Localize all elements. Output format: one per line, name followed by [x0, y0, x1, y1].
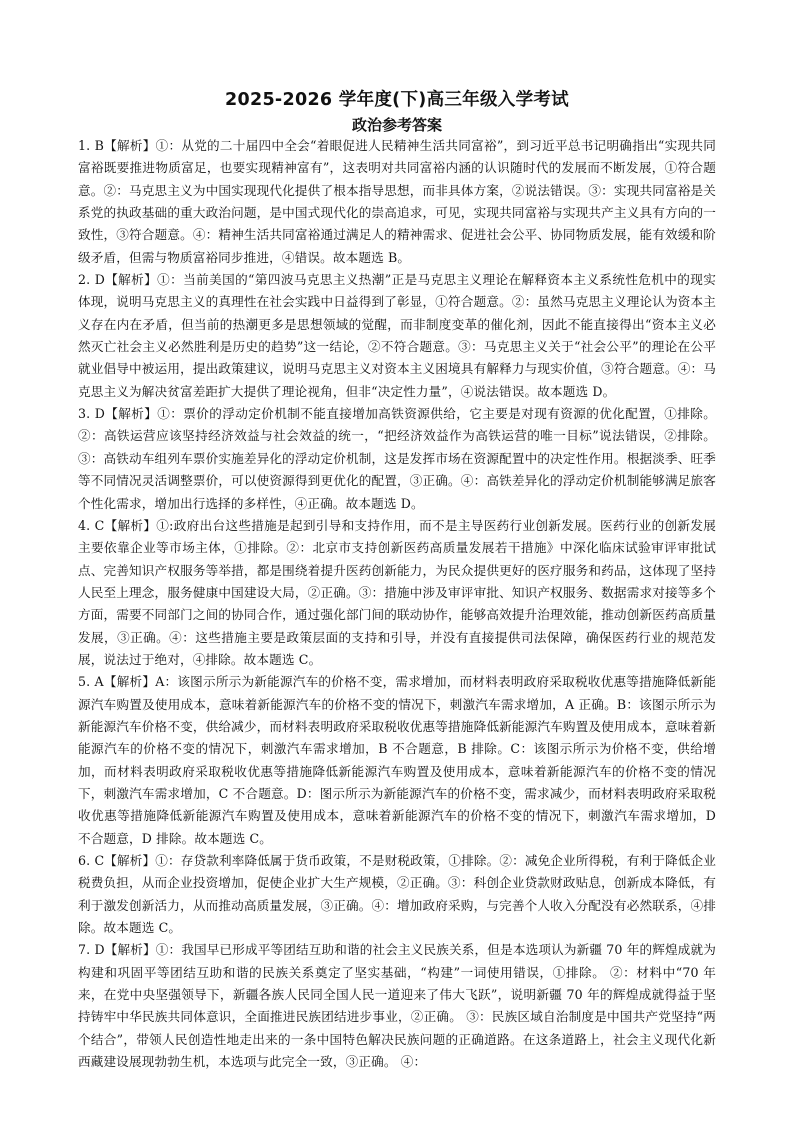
- answer-item-6: [78, 850, 716, 939]
- answer-label: 1. B【解析】: [78, 138, 156, 153]
- answer-text: ①：当前美国的“第四波马克思主义热潮”正是马克思主义理论在解释资本主义系统性危机中的现实体现，说明马克思主义的真理性在社会实践中日益得到了彰显，①符合题意。②：虽然马克思主义理论认为资本主义存在内在矛盾，但当前的热潮更多是思想领域的觉醒，而非制度变革的催化剂，因此不能直接得出“资本主义必然灭亡社会主义必然胜利是历史的趋势”这一结论，②不符合题意。③：马克思主义关于“社会公平”的理论在公平就业倡导中被运用，提出政策建议，说明马克思主义对资本主义困境具有解释力与现实价值，③符合题意。④：马克思主义为解决贫富差距扩大提供了理论视角，但非“决定性力量”，④说法错误。故本题选 D。: [78, 272, 716, 399]
- answer-text: ①：从党的二十届四中全会“着眼促进人民精神生活共同富裕”，到习近平总书记明确指出“实现共同富裕既要推进物质富足，也要实现精神富有”，这表明对共同富裕内涵的认识随时代的发展而不断发展，①符合题意。②：马克思主义为中国实现现代化提供了根本指导思想，而非具体方案，②说法错误。③：实现共同富裕是关系党的执政基础的重大政治问题，是中国式现代化的崇高追求，可见，实现共同富裕与实现共产主义具有方向的一致性，③符合题意。④：精神生活共同富裕通过满足人的精神需求、促进社会公平、协同物质发展，能有效缓和阶级矛盾，但需与物质富裕同步推进，④错误。故本题选 B。: [78, 138, 716, 265]
- answer-label: 4. C【解析】: [78, 517, 157, 533]
- page-subtitle: 政治参考答案: [351, 116, 442, 134]
- answer-list: [78, 135, 716, 1073]
- answer-item-5: [78, 671, 716, 850]
- answer-text: ①：存贷款利率降低属于货币政策，不是财税政策，①排除。②：减免企业所得税，有利于降低企业税费负担，从而企业投资增加，促使企业扩大生产规模，②正确。③：科创企业贷款财政贴息，创新成本降低，有利于激发创新活力，从而推动高质量发展，③正确。④：增加政府采购，与完善个人收入分配没有必然联系，④排除。故本题选 C。: [78, 853, 716, 936]
- answer-text: ①：我国早已形成平等团结互助和谐的社会主义民族关系，但是本选项认为新疆 70 年的辉煌成就为构建和巩固平等团结互助和谐的民族关系奠定了坚实基础，“构建”一词使用错误，①排除。 ②：材料中“70 年来，在党中央坚强领导下，新疆各族人民同全国人民一道迎来了伟大飞跃”，说明新疆 70 年的辉煌成就得益于坚持铸牢中华民族共同体意识，全面推进民族团结进步事业，②正确。 ③：民族区域自治制度是中国共产党坚持“两个结合”，带领人民创造性地走出来的一条中国特色解决民族问题的正确道路。在这条道路上，社会主义现代化新西藏建设展现勃勃生机，本选项与此完全一致，③正确。 ④：: [78, 942, 716, 1070]
- answer-text: ①：票价的浮动定价机制不能直接增加高铁资源供给，它主要是对现有资源的优化配置，①排除。②：高铁运营应该坚持经济效益与社会效益的统一，“把经济效益作为高铁运营的唯一目标”说法错误，②排除。③：高铁动车组列车票价实施差异化的浮动定价机制，这是发挥市场在资源配置中的决定性作用。根据淡季、旺季等不同情况灵活调整票价，可以使资源得到更优化的配置，③正确。④：高铁差异化的浮动定价机制能够满足旅客个性化需求，增加出行选择的多样性，④正确。故本题选 D。: [78, 406, 716, 511]
- answer-label: 3. D【解析】: [78, 406, 158, 422]
- answer-item-3: [78, 403, 716, 515]
- answer-label: 7. D【解析】: [78, 942, 156, 958]
- answer-label: 2. D【解析】: [78, 272, 158, 288]
- answer-item-2: [78, 269, 716, 403]
- answer-label: 6. C【解析】: [78, 853, 156, 868]
- answer-item-7: [78, 939, 716, 1073]
- answer-item-4: [78, 515, 716, 671]
- answer-text: ①:政府出台这些措施是起到引导和支持作用，而不是主导医药行业创新发展。医药行业的创新发展主要依靠企业等市场主体，①排除。②：北京市支持创新医药高质量发展若干措施》中深化临床试验审评审批试点、完善知识产权服务等举措，都是围绕着提升医药创新能力，为民众提供更好的医疗服务和药品，这体现了坚持人民至上理念，服务健康中国建设大局，②正确。③：措施中涉及审评审批、知识产权服务、数据需求对接等多个方面，需要不同部门之间的协同合作，通过强化部门间的联动协作，能够高效提升治理效能，推动创新医药高质量发展，③正确。④：这些措施主要是政策层面的支持和引导，并没有直接提供司法保障，确保医药行业的规范发展，说法过于绝对，④排除。故本题选 C。: [78, 517, 717, 667]
- page-title: 2025-2026 学年度(下)高三年级入学考试: [225, 90, 569, 110]
- answer-label: 5. A【解析】: [78, 674, 156, 690]
- answer-item-1: [78, 135, 716, 269]
- answer-text: A：该图示所示为新能源汽车的价格不变，需求增加，而材料表明政府采取税收优惠等措施降低新能源汽车购置及使用成本，意味着新能源汽车的价格不变的情况下，刺激汽车需求增加，A 正确。B：该图示所示为新能源汽车价格不变，供给减少，而材料表明政府采取税收优惠等措施降低新能源汽车购置及使用成本，意味着新能源汽车的价格不变的情况下，刺激汽车需求增加，B 不合题意，B 排除。C：该图示所示为价格不变，供给增加，而材料表明政府采取税收优惠等措施降低新能源汽车购置及使用成本，意味着新能源汽车的价格不变的情况下，刺激汽车需求增加，C 不合题意。D：图示所示为新能源汽车的价格不变，需求减少，而材料表明政府采取税收优惠等措施降低新能源汽车购置及使用成本，意味着新能源汽车的价格不变的情况下，刺激汽车需求增加，D 不合题意，D 排除。故本题选 C。: [78, 674, 716, 846]
